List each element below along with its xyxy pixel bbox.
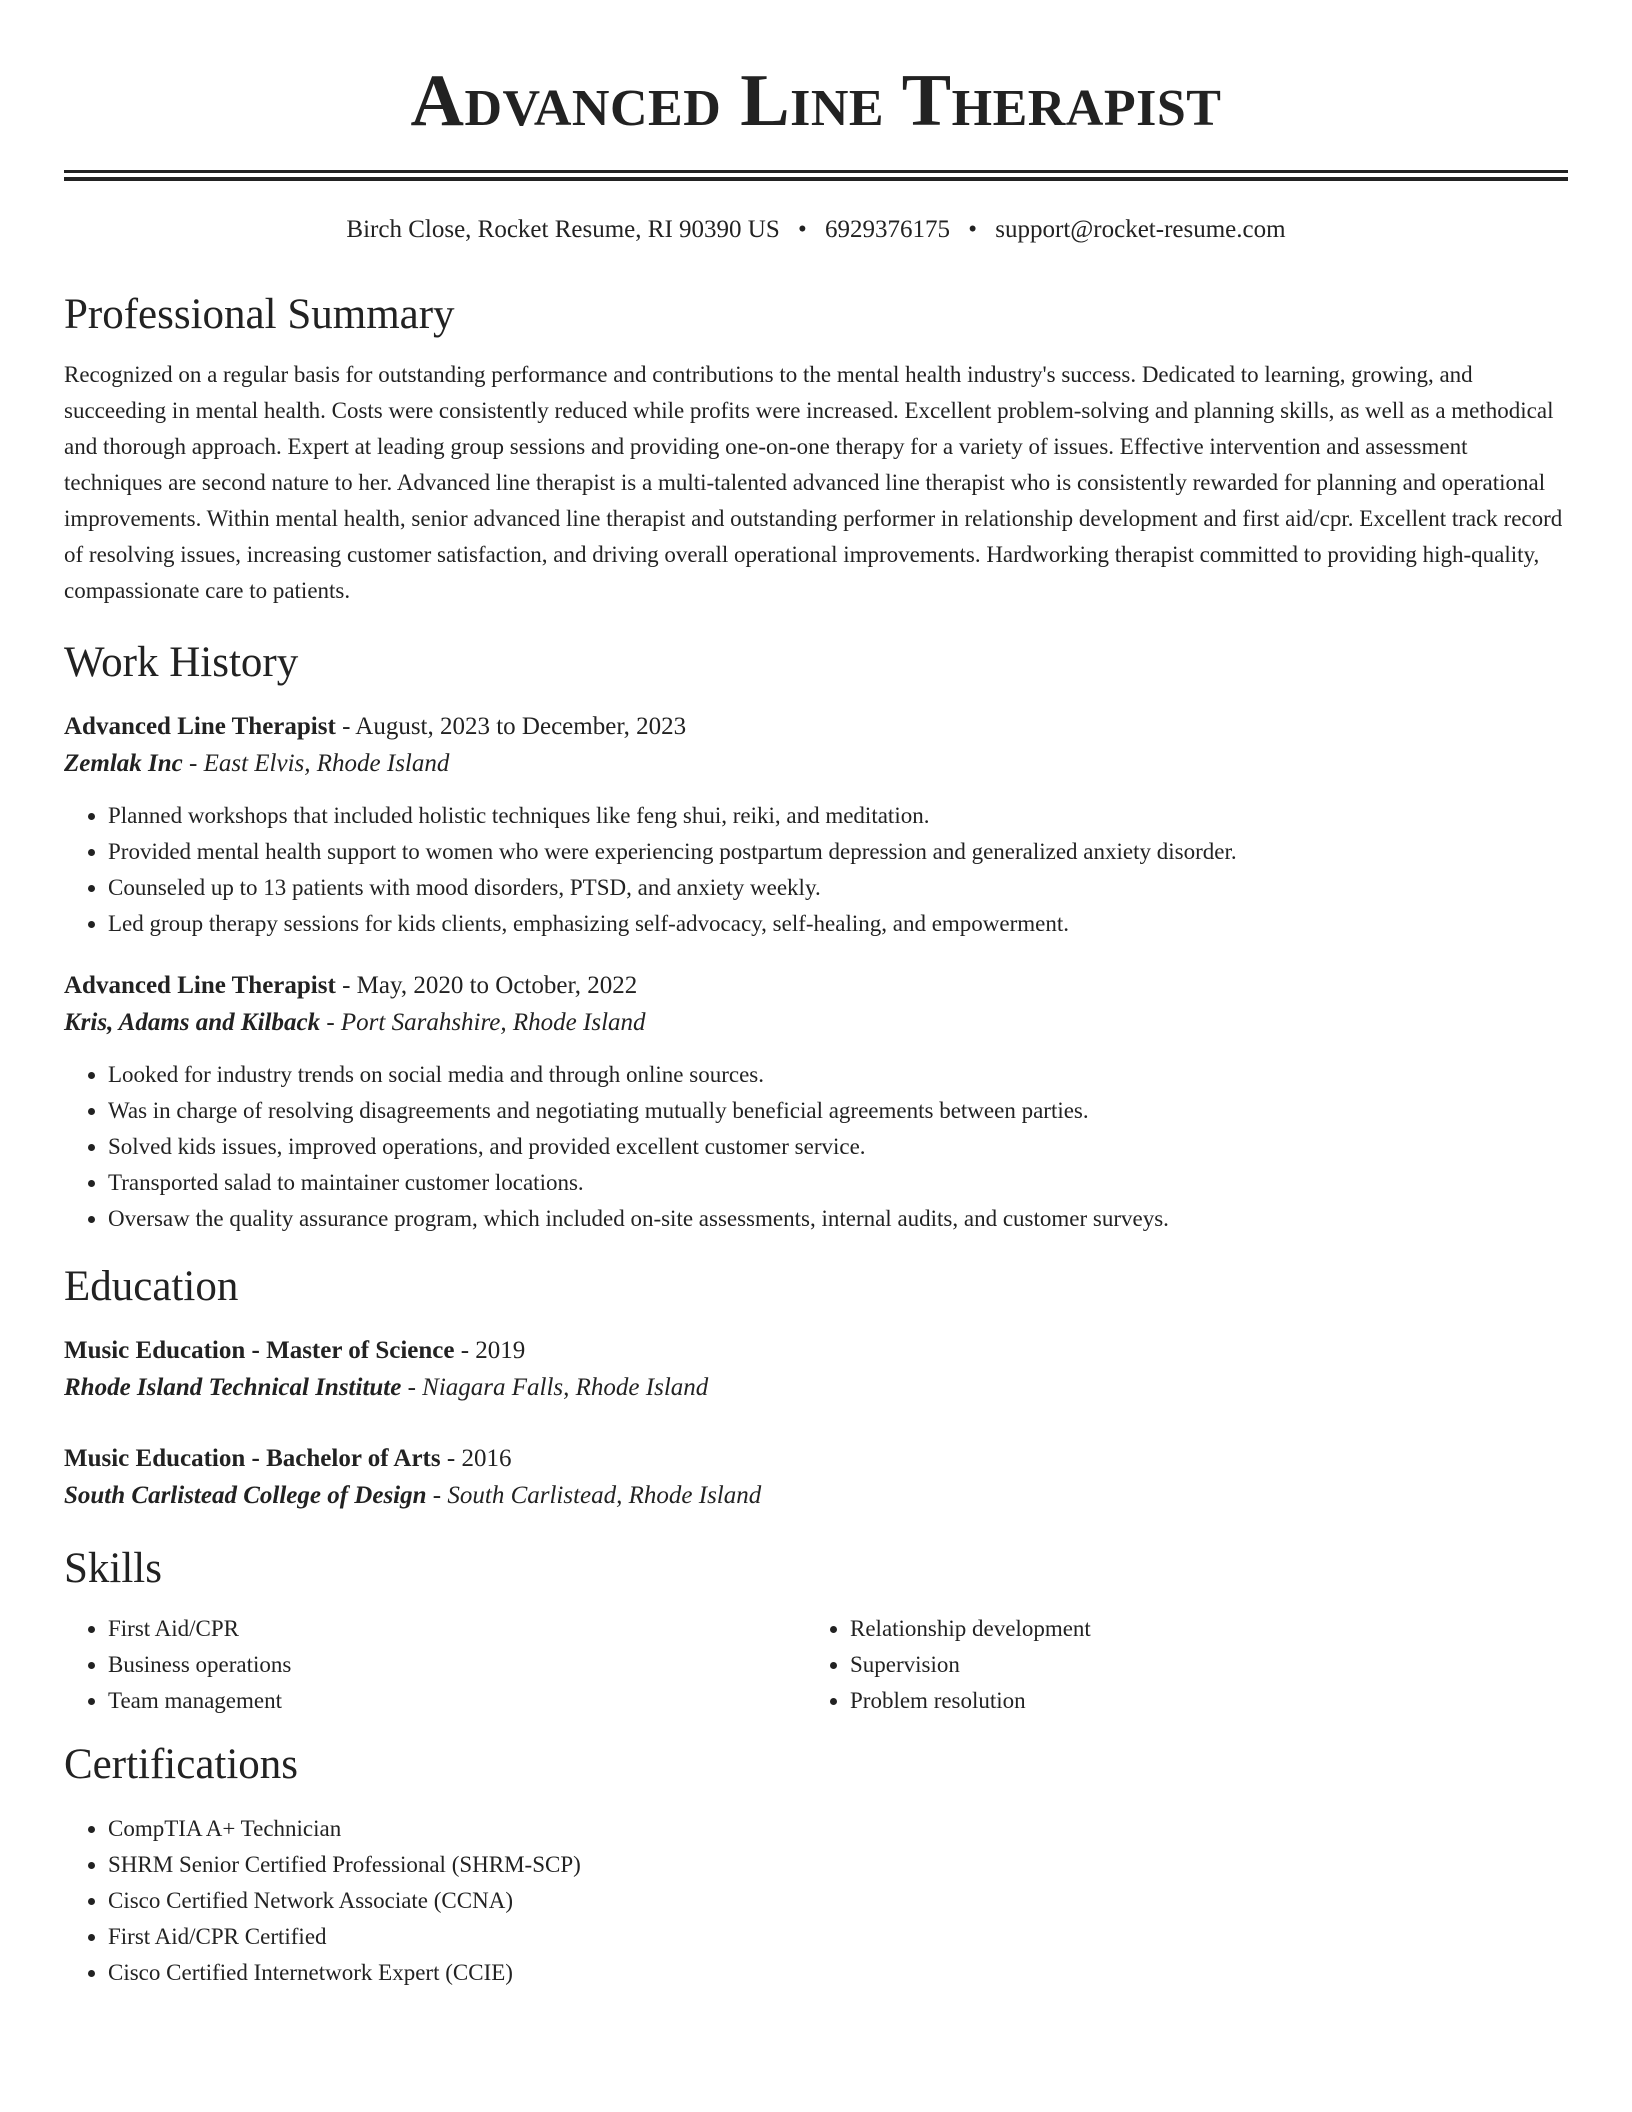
skill-item: • Problem resolution	[850, 1683, 1548, 1719]
education-degree: Music Education - Master of Science	[64, 1337, 455, 1364]
job-company: Zemlak Inc	[64, 750, 183, 777]
education-year: - 2019	[454, 1337, 526, 1364]
certifications-heading: Certifications	[64, 1741, 299, 1788]
skill-item: • Business operations	[108, 1647, 806, 1683]
contact-separator: •	[797, 216, 807, 243]
job-location: - East Elvis, Rhode Island	[182, 750, 450, 777]
skills-list	[64, 1611, 806, 1719]
skills-column-left	[64, 1611, 806, 1719]
contact-email: support@rocket-resume.com	[995, 216, 1286, 243]
header-divider	[64, 170, 1568, 181]
job-company: Kris, Adams and Kilback	[64, 1009, 321, 1036]
education-header	[64, 1333, 1568, 1369]
skills-grid	[64, 1611, 1568, 1719]
education-entry	[64, 1441, 1568, 1515]
job-bullet: • Provided mental health support to women who were experiencing postpartum depression and generalized anxiety disorder.	[108, 834, 1568, 870]
education-school-line	[64, 1369, 1568, 1407]
skill-item: • Supervision	[850, 1647, 1548, 1683]
skill-item: • First Aid/CPR	[108, 1611, 806, 1647]
skill-item: • Relationship development	[850, 1611, 1548, 1647]
education-degree: Music Education - Bachelor of Arts	[64, 1445, 441, 1472]
job-bullet: • Counseled up to 13 patients with mood disorders, PTSD, and anxiety weekly.	[108, 870, 1568, 906]
certification-item: • SHRM Senior Certified Professional (SHRM-SCP)	[108, 1847, 1568, 1883]
education-location: - South Carlistead, Rhode Island	[426, 1482, 762, 1509]
job-bullet: • Solved kids issues, improved operations, and provided excellent customer service.	[108, 1129, 1568, 1165]
skills-heading: Skills	[64, 1545, 162, 1592]
summary-text: Recognized on a regular basis for outstanding performance and contributions to the mental health industry's success. Dedicated to learning, growing, and succeeding in mental health. Costs were consistently reduced while profits were increased. Excellent problem-solving and planning skills, as well as a methodical and thorough approach. Expert at leading group sessions and providing one-on-one therapy for a variety of issues. Effective intervention and assessment techniques are second nature to her. Advanced line therapist is a multi-talented advanced line therapist who is consistently rewarded for planning and operational improvements. Within mental health, senior advanced line therapist and outstanding performer in relationship development and first aid/cpr. Excellent track record of resolving issues, increasing customer satisfaction, and driving overall operational improvements. Hardworking therapist committed to providing high-quality, compassionate care to patients.	[64, 362, 1563, 603]
job-role: Advanced Line Therapist	[64, 972, 336, 999]
job-role: Advanced Line Therapist	[64, 713, 336, 740]
education-school: Rhode Island Technical Institute	[64, 1374, 402, 1401]
job-company-line	[64, 745, 1568, 783]
job-bullet: • Led group therapy sessions for kids clients, emphasizing self-advocacy, self-healing, and empowerment.	[108, 906, 1568, 942]
job-bullet: • Transported salad to maintainer customer locations.	[108, 1165, 1568, 1201]
education-school: South Carlistead College of Design	[64, 1482, 427, 1509]
education-heading: Education	[64, 1263, 239, 1310]
certification-item: • Cisco Certified Network Associate (CCNA)	[108, 1883, 1568, 1919]
summary-heading: Professional Summary	[64, 291, 455, 338]
job-company-line	[64, 1004, 1568, 1042]
certifications-list	[64, 1811, 1568, 1991]
job-bullets	[64, 1057, 1568, 1237]
contact-line	[64, 215, 1568, 245]
job-dates: - May, 2020 to October, 2022	[335, 972, 638, 999]
contact-address: Birch Close, Rocket Resume, RI 90390 US	[346, 216, 780, 243]
job-bullet: • Oversaw the quality assurance program, which included on-site assessments, internal audits, and customer surveys.	[108, 1201, 1568, 1237]
certification-item: • First Aid/CPR Certified	[108, 1919, 1568, 1955]
skill-item: • Team management	[108, 1683, 806, 1719]
job-bullet: • Planned workshops that included holistic techniques like feng shui, reiki, and meditation.	[108, 798, 1568, 834]
education-entry	[64, 1333, 1568, 1407]
job-entry	[64, 709, 1568, 942]
certification-item: • CompTIA A+ Technician	[108, 1811, 1568, 1847]
skills-list	[806, 1611, 1548, 1719]
job-header	[64, 968, 1568, 1004]
education-year: - 2016	[440, 1445, 512, 1472]
job-bullet: • Was in charge of resolving disagreements and negotiating mutually beneficial agreements between parties.	[108, 1093, 1568, 1129]
contact-phone: 6929376175	[825, 216, 950, 243]
certification-item: • Cisco Certified Internetwork Expert (CCIE)	[108, 1955, 1568, 1991]
skills-column-right	[806, 1611, 1548, 1719]
contact-separator: •	[968, 216, 978, 243]
education-header	[64, 1441, 1568, 1477]
job-location: - Port Sarahshire, Rhode Island	[320, 1009, 646, 1036]
job-header	[64, 709, 1568, 745]
job-entry	[64, 968, 1568, 1237]
education-school-line	[64, 1477, 1568, 1515]
job-bullets	[64, 798, 1568, 942]
job-dates: - August, 2023 to December, 2023	[335, 713, 687, 740]
job-bullet: • Looked for industry trends on social media and through online sources.	[108, 1057, 1568, 1093]
resume-name: Advanced Line Therapist	[410, 60, 1222, 142]
work-history-heading: Work History	[64, 639, 299, 686]
education-location: - Niagara Falls, Rhode Island	[401, 1374, 709, 1401]
